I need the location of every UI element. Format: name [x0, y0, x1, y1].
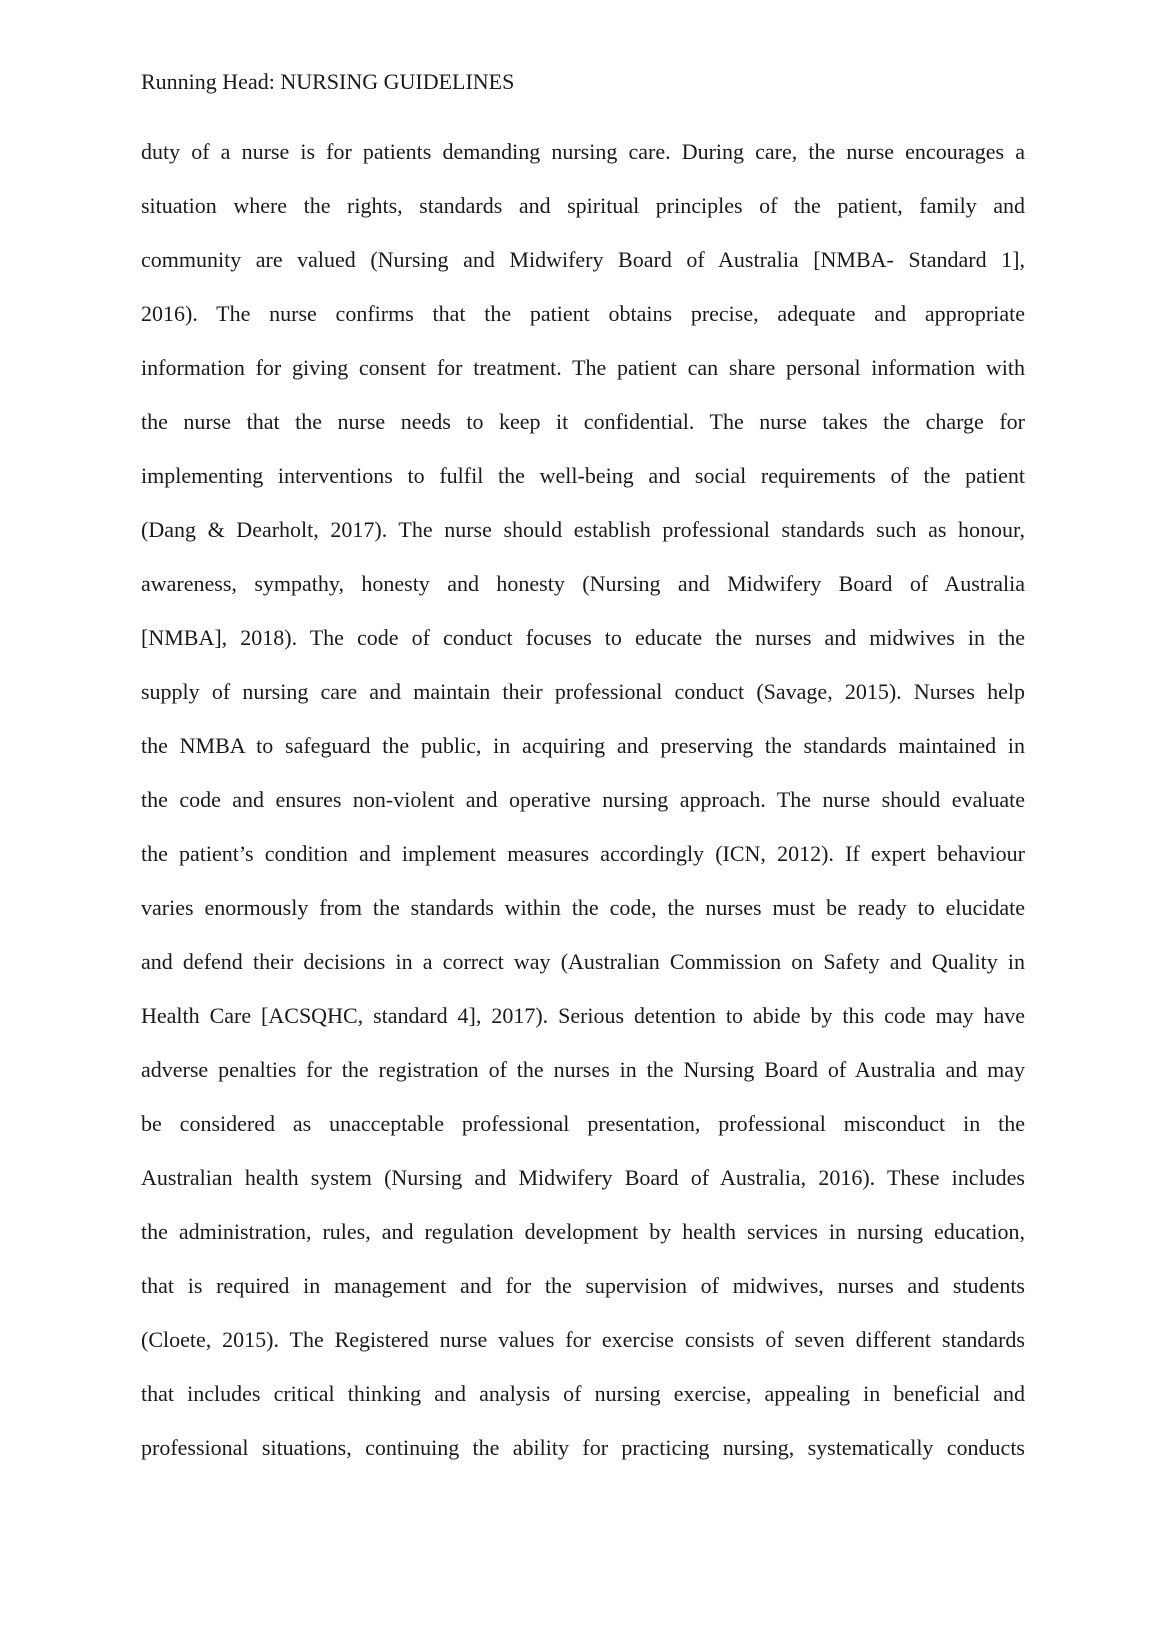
text-line-10: [NMBA], 2018). The code of conduct focuses to educate the nurses and midwives in the [141, 625, 1025, 650]
text-line-9: awareness, sympathy, honesty and honesty (Nursing and Midwifery Board of Australia [141, 571, 1025, 596]
text-line-11: supply of nursing care and maintain their professional conduct (Savage, 2015). Nurses help [141, 679, 1025, 704]
text-line-8: (Dang & Dearholt, 2017). The nurse should establish professional standards such as honour, [141, 517, 1025, 542]
text-line-2: situation where the rights, standards and spiritual principles of the patient, family and [141, 193, 1025, 218]
text-line-19: be considered as unacceptable professional presentation, professional misconduct in the [141, 1111, 1025, 1136]
text-line-16: and defend their decisions in a correct way (Australian Commission on Safety and Quality in [141, 949, 1025, 974]
text-line-12: the NMBA to safeguard the public, in acquiring and preserving the standards maintained in [141, 733, 1025, 758]
text-line-3: community are valued (Nursing and Midwifery Board of Australia [NMBA- Standard 1], [141, 247, 1025, 272]
text-line-22: that is required in management and for the supervision of midwives, nurses and students [141, 1273, 1025, 1298]
text-line-4: 2016). The nurse confirms that the patient obtains precise, adequate and appropriate [141, 301, 1025, 326]
text-line-17: Health Care [ACSQHC, standard 4], 2017). Serious detention to abide by this code may have [141, 1003, 1025, 1028]
text-line-20: Australian health system (Nursing and Midwifery Board of Australia, 2016). These includes [141, 1165, 1025, 1190]
text-line-7: implementing interventions to fulfil the well-being and social requirements of the patient [141, 463, 1025, 488]
text-line-25: professional situations, continuing the ability for practicing nursing, systematically conducts [141, 1435, 1025, 1460]
running-head: Running Head: NURSING GUIDELINES [141, 69, 515, 94]
text-line-23: (Cloete, 2015). The Registered nurse values for exercise consists of seven different standards [141, 1327, 1025, 1352]
text-line-21: the administration, rules, and regulation development by health services in nursing education, [141, 1219, 1025, 1244]
text-line-14: the patient’s condition and implement measures accordingly (ICN, 2012). If expert behaviour [141, 841, 1025, 866]
text-line-13: the code and ensures non-violent and operative nursing approach. The nurse should evaluate [141, 787, 1025, 812]
body-paragraph [141, 136, 1025, 1486]
text-line-6: the nurse that the nurse needs to keep it confidential. The nurse takes the charge for [141, 409, 1025, 434]
text-line-1: duty of a nurse is for patients demanding nursing care. During care, the nurse encourages a [141, 139, 1025, 164]
text-line-18: adverse penalties for the registration of the nurses in the Nursing Board of Australia and may [141, 1057, 1025, 1082]
text-line-15: varies enormously from the standards within the code, the nurses must be ready to elucidate [141, 895, 1025, 920]
text-line-24: that includes critical thinking and analysis of nursing exercise, appealing in beneficial and [141, 1381, 1025, 1406]
text-line-5: information for giving consent for treatment. The patient can share personal information with [141, 355, 1025, 380]
